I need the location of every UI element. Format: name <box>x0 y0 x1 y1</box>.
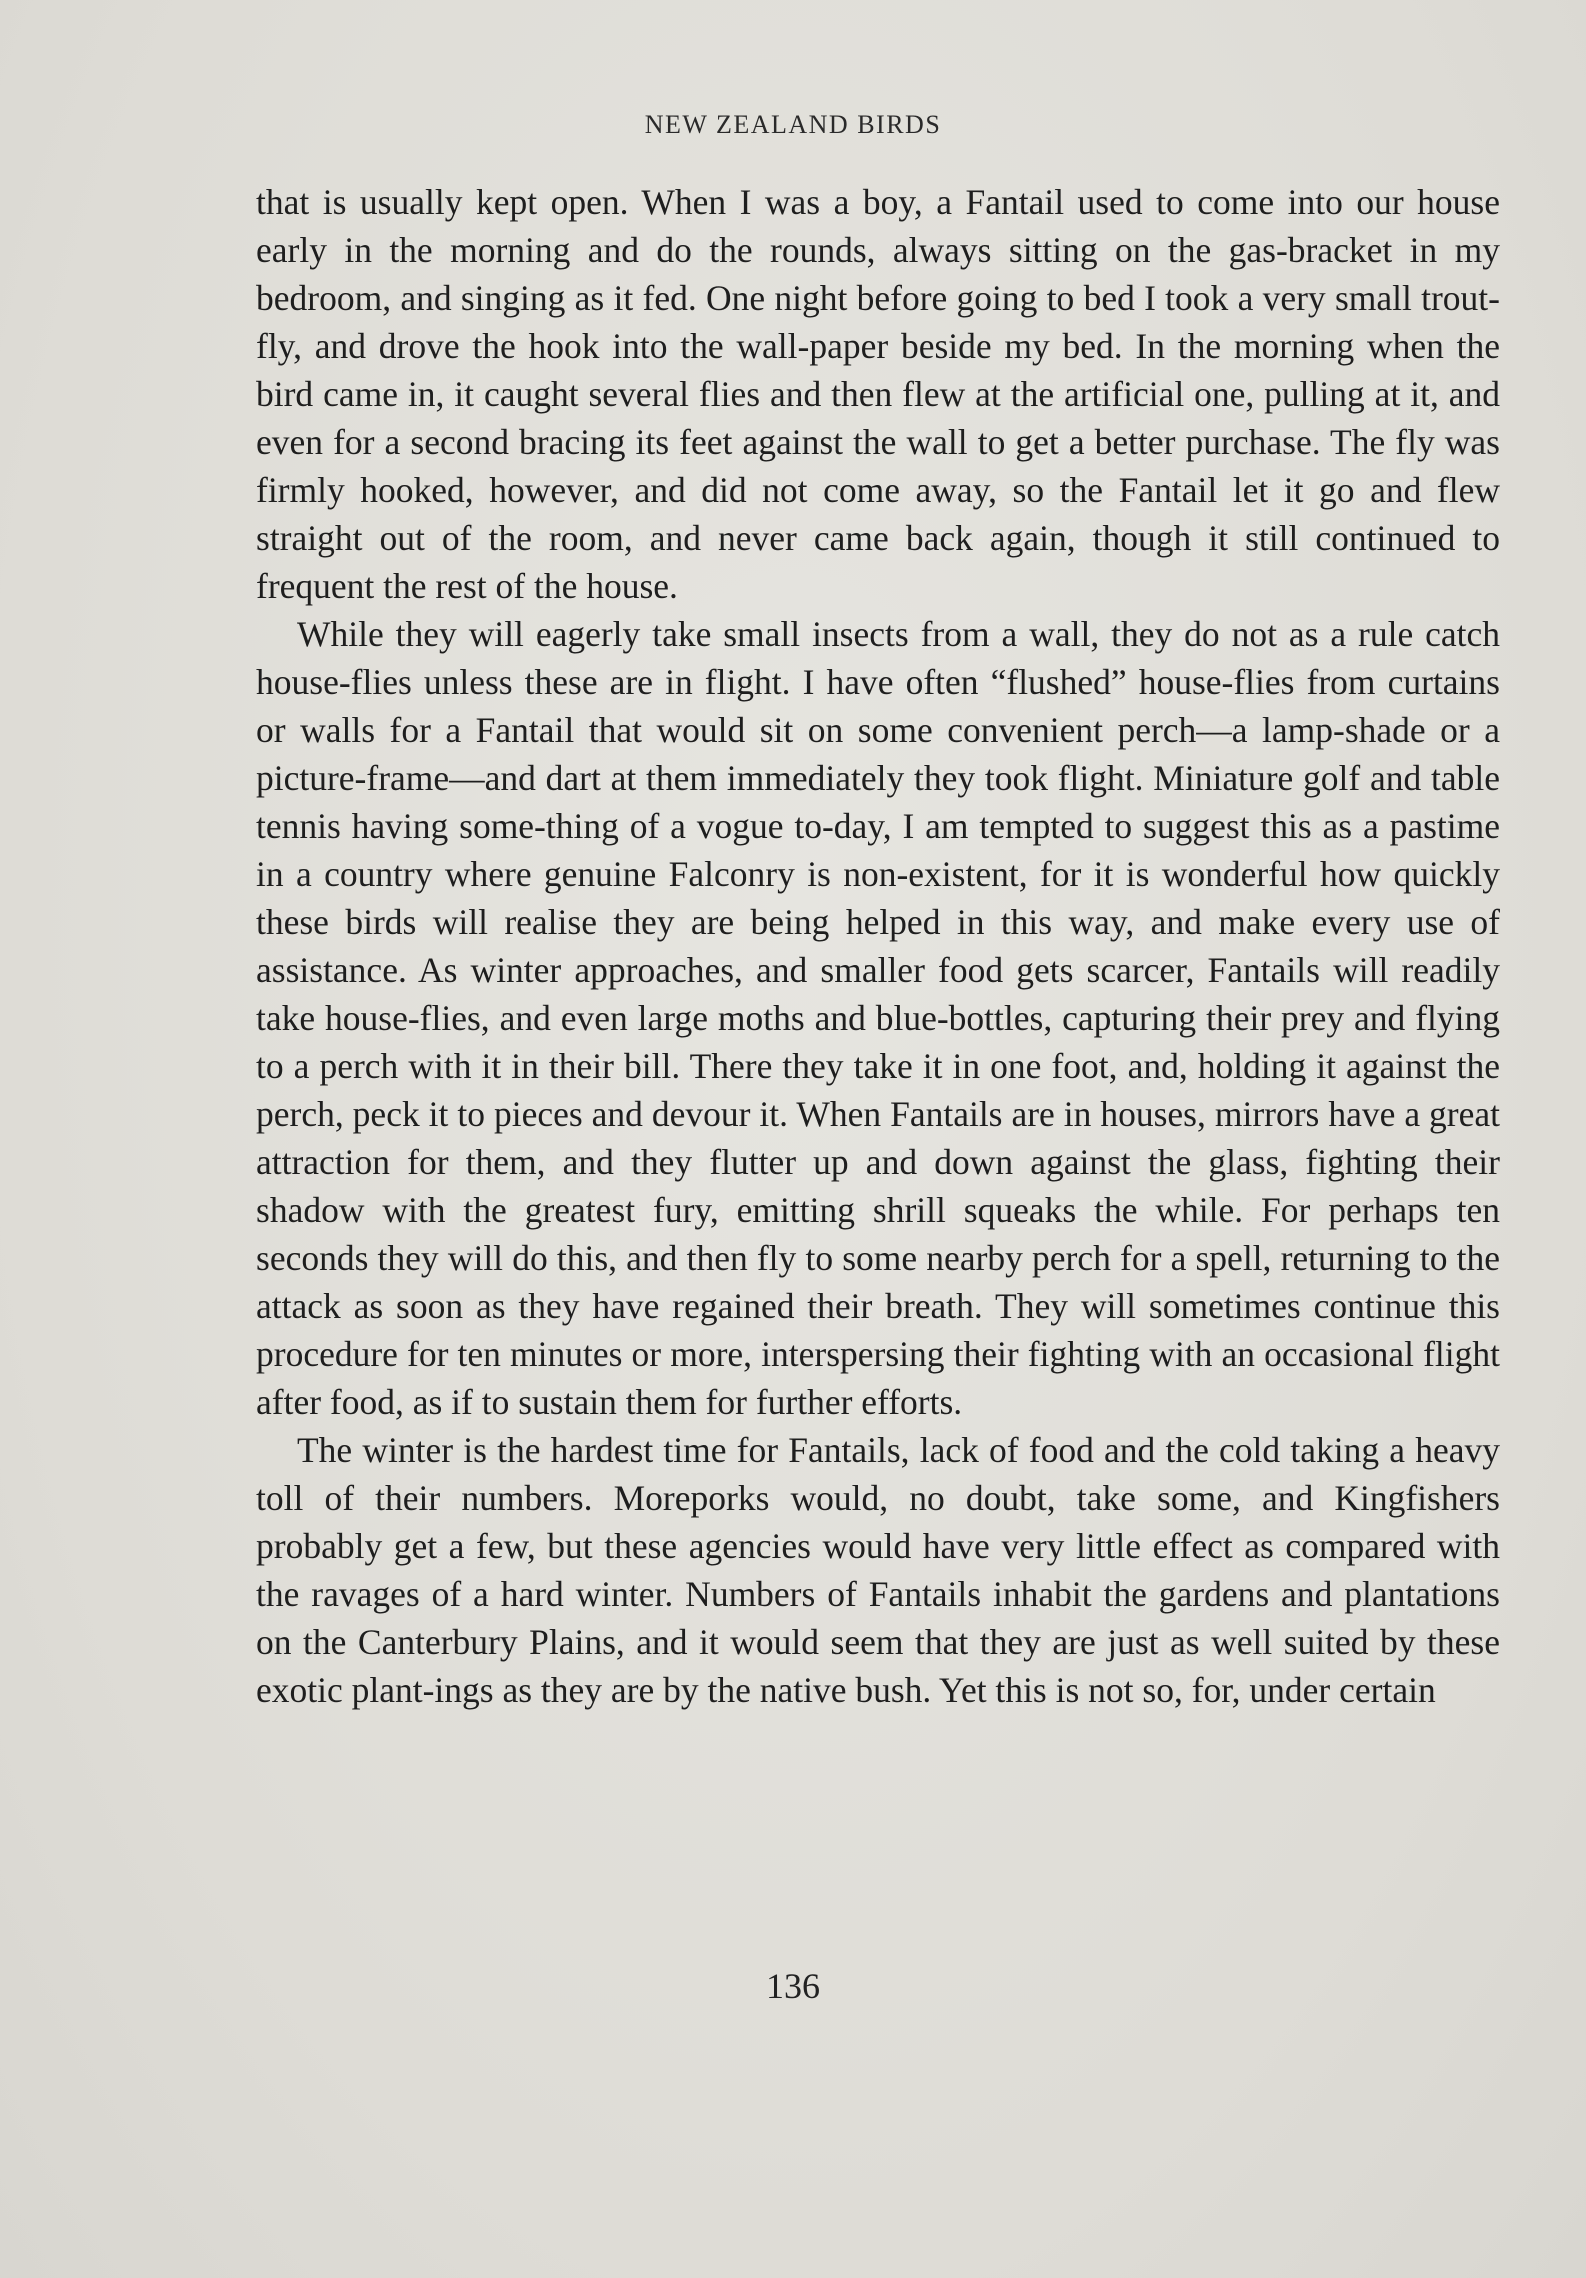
page-number: 136 <box>766 1966 820 2006</box>
paragraph-3: The winter is the hardest time for Fantails, lack of food and the cold taking a heavy toll of their numbers. Moreporks would, no doubt, take some, and Kingfishers probably get a few, but these agencies would have very little effect as compared with the ravages of a hard winter. Numbers of Fantails inhabit the gardens and plantations on the Canterbury Plains, and it would seem that they are just as well suited by these exotic plant-ings as they are by the native bush. Yet this is not so, for, under certain <box>256 1430 1500 1710</box>
running-head: NEW ZEALAND BIRDS <box>644 110 942 139</box>
paragraph-2: While they will eagerly take small insects from a wall, they do not as a rule catch house-flies unless these are in flight. I have often “flushed” house-flies from curtains or walls for a Fantail that would sit on some convenient perch—a lamp-shade or a picture-frame—and dart at them immediately they took flight. Miniature golf and table tennis having some-thing of a vogue to-day, I am tempted to suggest this as a pastime in a country where genuine Falconry is non-existent, for it is wonderful how quickly these birds will realise they are being helped in this way, and make every use of assistance. As winter approaches, and smaller food gets scarcer, Fantails will readily take house-flies, and even large moths and blue-bottles, capturing their prey and flying to a perch with it in their bill. There they take it in one foot, and, holding it against the perch, peck it to pieces and devour it. When Fantails are in houses, mirrors have a great attraction for them, and they flutter up and down against the glass, fighting their shadow with the greatest fury, emitting shrill squeaks the while. For perhaps ten seconds they will do this, and then fly to some nearby perch for a spell, returning to the attack as soon as they have regained their breath. They will sometimes continue this procedure for ten minutes or more, interspersing their fighting with an occasional flight after food, as if to sustain them for further efforts. <box>256 614 1500 1422</box>
paragraph-1: that is usually kept open. When I was a boy, a Fantail used to come into our house early in the morning and do the rounds, always sitting on the gas-bracket in my bedroom, and singing as it fed. One night before going to bed I took a very small trout-fly, and drove the hook into the wall-paper beside my bed. In the morning when the bird came in, it caught several flies and then flew at the artificial one, pulling at it, and even for a second bracing its feet against the wall to get a better purchase. The fly was firmly hooked, however, and did not come away, so the Fantail let it go and flew straight out of the room, and never came back again, though it still continued to frequent the rest of the house. <box>256 182 1500 606</box>
body-text <box>256 178 1500 1714</box>
